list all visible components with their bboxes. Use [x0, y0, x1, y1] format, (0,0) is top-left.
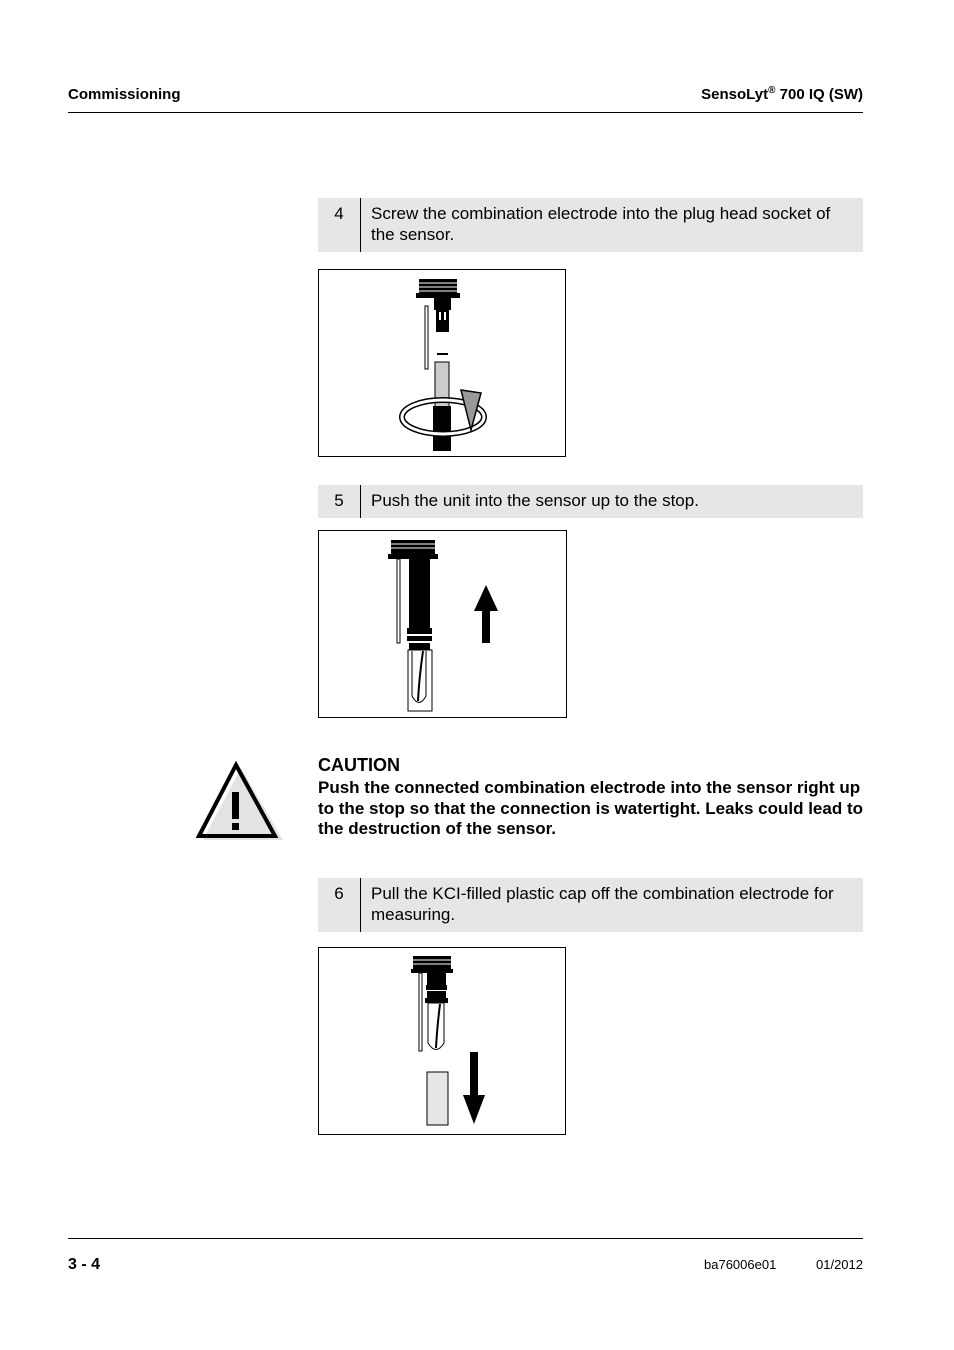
pull-cap-illustration — [319, 948, 567, 1136]
screw-electrode-illustration — [319, 270, 567, 458]
figure-pull-cap — [318, 947, 566, 1135]
registered-mark: ® — [768, 85, 776, 96]
header-section-title: Commissioning — [68, 86, 181, 103]
header-product-title — [701, 86, 863, 103]
step-number: 4 — [318, 198, 361, 252]
product-model: 700 IQ (SW) — [775, 86, 863, 103]
step-text: Screw the combination electrode into the plug head socket of the sensor. — [371, 204, 831, 244]
step-5-row — [318, 485, 863, 518]
step-6-row — [318, 878, 863, 932]
header-rule — [68, 112, 863, 113]
step-number: 5 — [318, 485, 361, 518]
figure-push-unit — [318, 530, 567, 718]
warning-triangle-icon — [196, 760, 286, 847]
caution-title: CAUTION — [318, 755, 400, 775]
figure-screw-electrode — [318, 269, 566, 457]
document-date: 01/2012 — [816, 1257, 863, 1272]
caution-text: Push the connected combination electrode into the sensor right up to the stop so that the connection is watertight. Leaks could lead to the destruction of the sensor. — [318, 778, 863, 838]
step-4-row — [318, 198, 863, 252]
product-name: SensoLyt — [701, 86, 769, 103]
footer-rule — [68, 1238, 863, 1239]
step-text: Push the unit into the sensor up to the stop. — [371, 491, 699, 510]
step-number: 6 — [318, 878, 361, 932]
step-text: Pull the KCI-filled plastic cap off the combination electrode for measuring. — [371, 884, 834, 924]
push-unit-illustration — [319, 531, 568, 719]
page-number: 3 - 4 — [68, 1256, 101, 1273]
document-id: ba76006e01 — [704, 1257, 777, 1272]
